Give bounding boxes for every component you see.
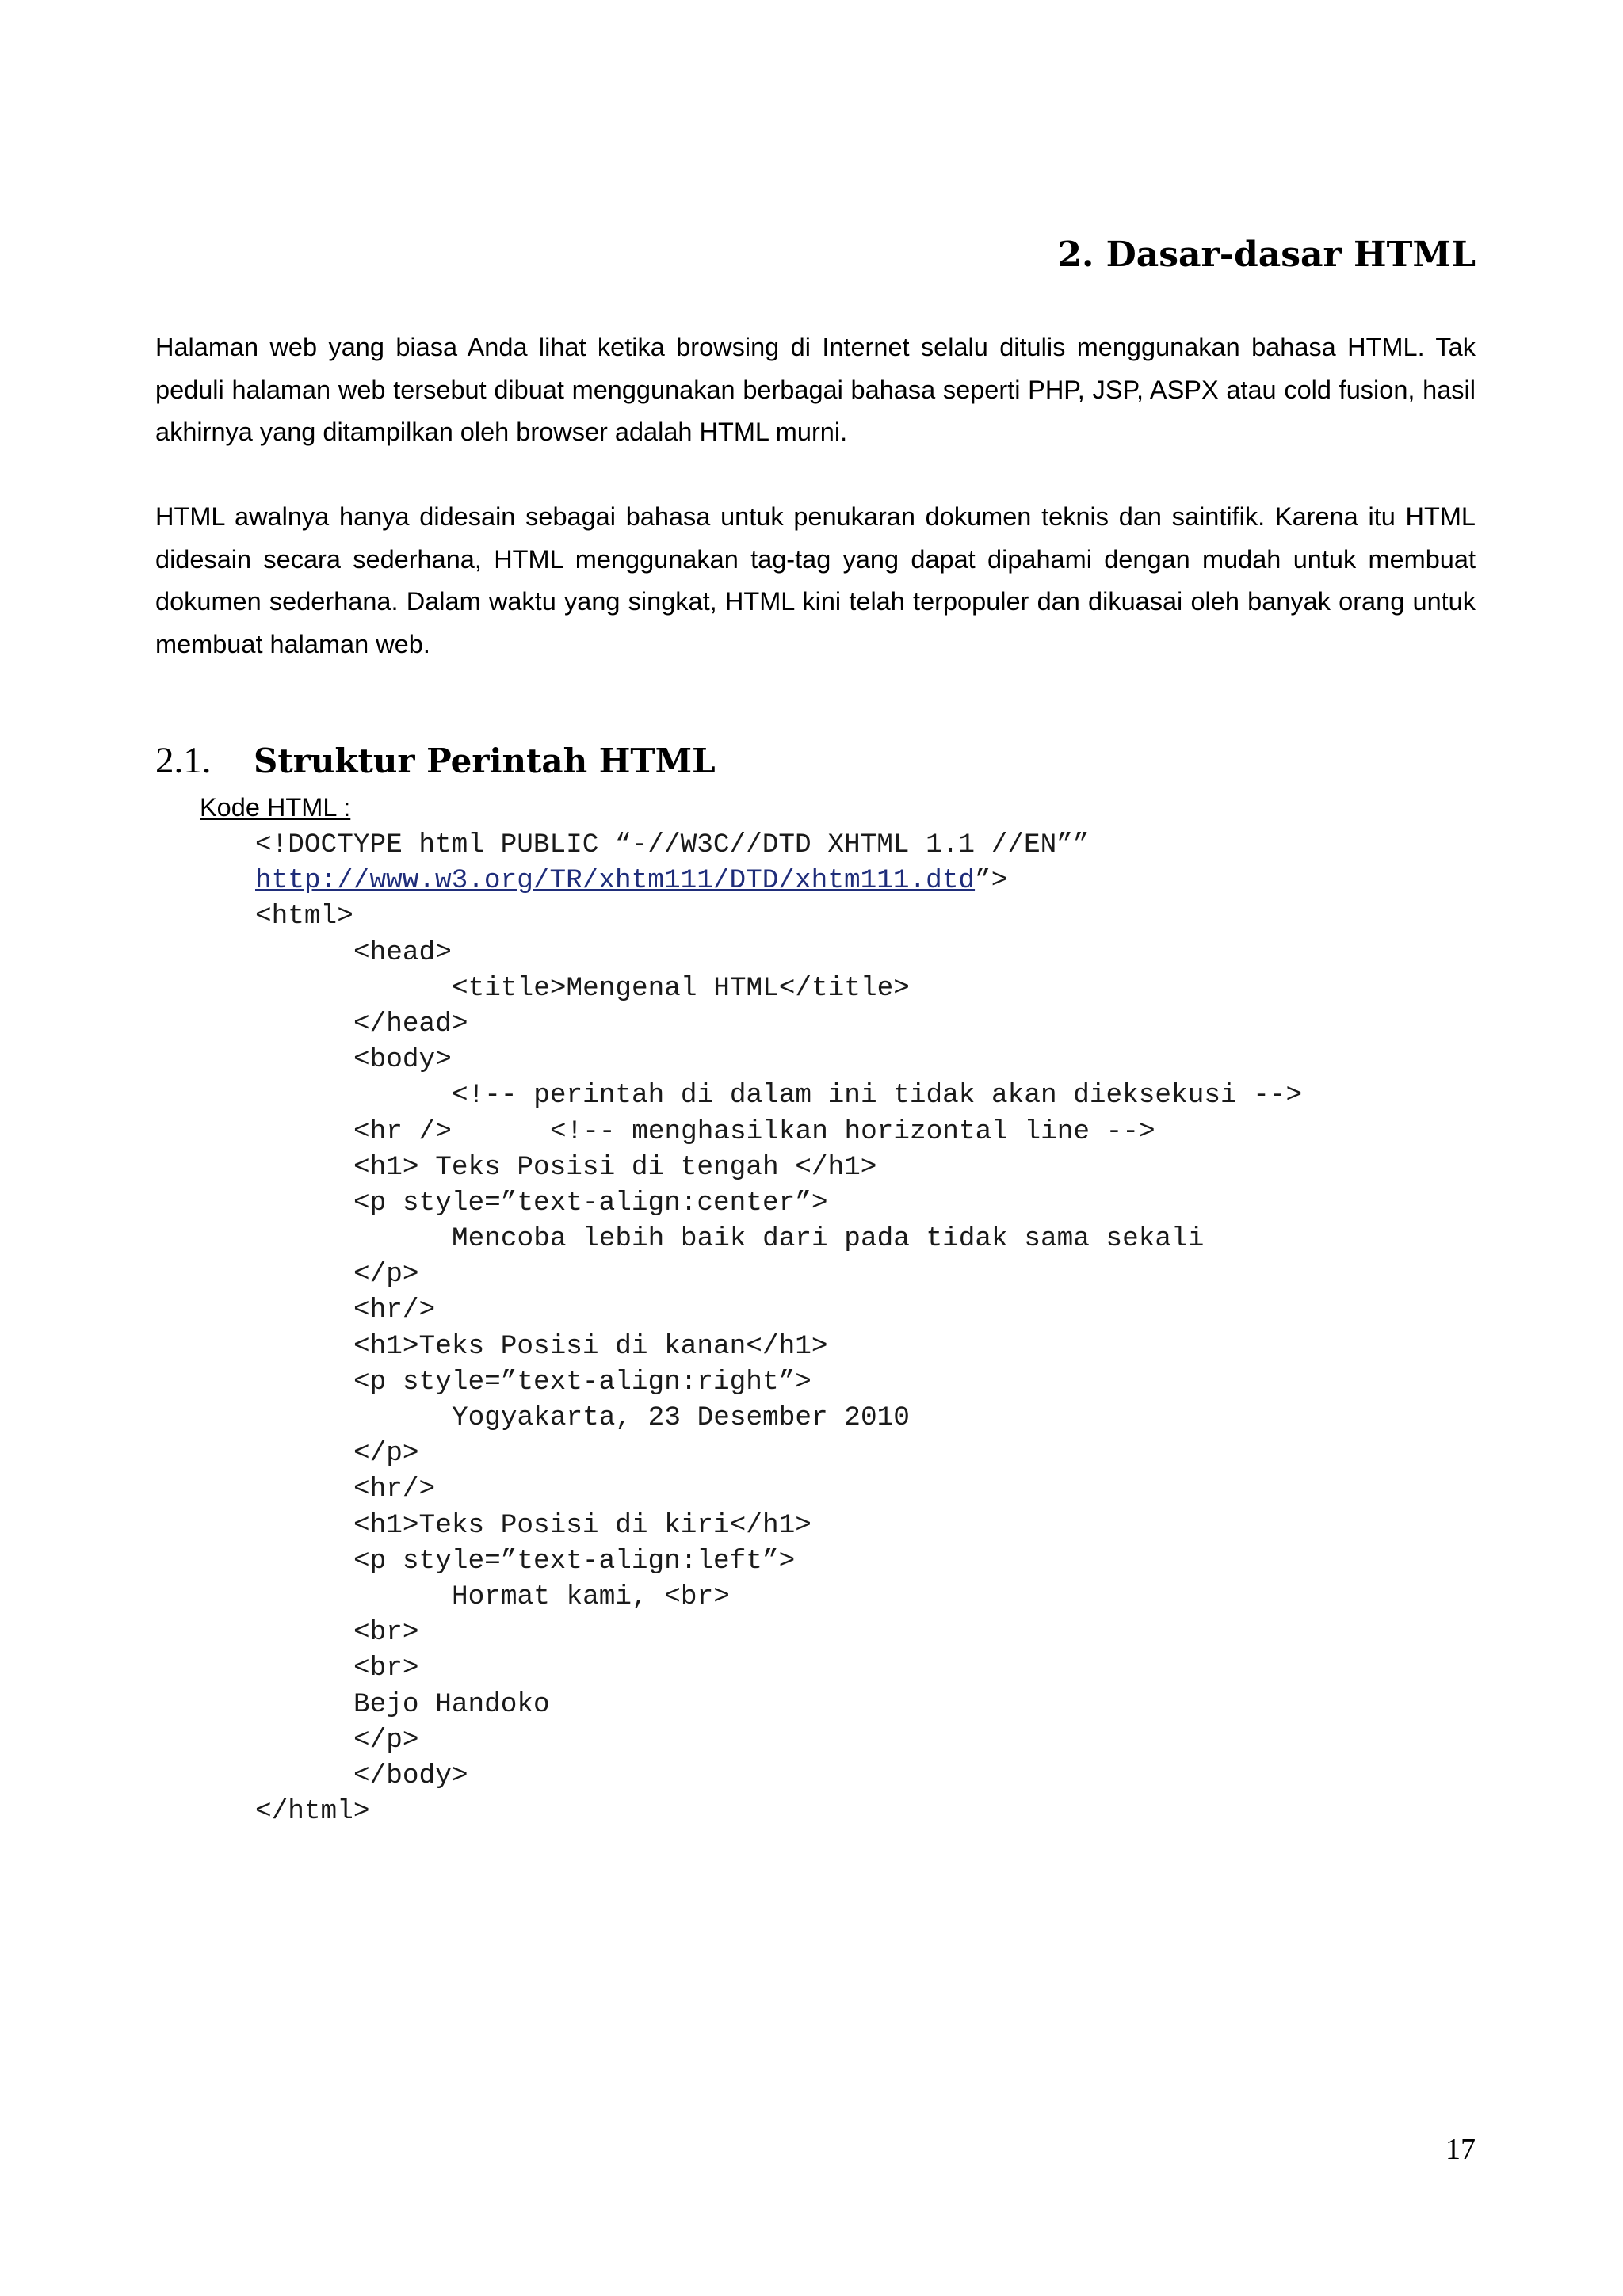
section-title: Struktur Perintah HTML <box>254 742 716 780</box>
chapter-title: 2. Dasar-dasar HTML <box>1057 235 1476 275</box>
code-text: </p> <box>353 1724 419 1756</box>
code-text: <h1> Teks Posisi di tengah </h1> <box>353 1151 877 1183</box>
code-text: <h1>Teks Posisi di kanan</h1> <box>353 1330 828 1362</box>
paragraph-intro: Halaman web yang biasa Anda lihat ketika browsing di Internet selalu ditulis menggunakan bahasa HTML. Tak peduli halaman web tersebut dibuat menggunakan berbagai bahasa seperti PHP, JSP, ASPX atau cold fusion, hasil akhirnya yang ditampilkan oleh browser adalah HTML murni. <box>155 333 1476 446</box>
code-line <box>0 1758 1623 1794</box>
code-text: Hormat kami, <br> <box>452 1581 730 1612</box>
code-text: <hr/> <box>353 1474 436 1505</box>
code-text: </head> <box>353 1008 468 1039</box>
code-line <box>0 1615 1623 1650</box>
code-text: <html> <box>255 901 353 933</box>
code-line <box>0 1650 1623 1686</box>
code-line <box>0 1579 1623 1615</box>
code-line <box>0 1257 1623 1292</box>
code-line <box>0 898 1623 934</box>
code-line <box>0 1006 1623 1042</box>
code-line <box>0 1185 1623 1221</box>
code-text: <hr /> <box>353 1116 452 1147</box>
code-line <box>0 863 1623 898</box>
code-line <box>0 1329 1623 1364</box>
code-text: </html> <box>255 1796 370 1828</box>
paragraph-history: HTML awalnya hanya didesain sebagai bahasa untuk penukaran dokumen teknis dan saintifik. Karena itu HTML didesain secara sederhana, HTML menggunakan tag-tag yang dapat dipahami dengan mudah untuk membuat dokumen sederhana. Dalam waktu yang singkat, HTML kini telah terpopuler dan dikuasai oleh banyak orang untuk membuat halaman web. <box>155 502 1476 658</box>
code-text: </body> <box>353 1760 468 1791</box>
dtd-link[interactable]: http://www.w3.org/TR/xhtm111/DTD/xhtm111.dtd <box>255 865 976 897</box>
code-line <box>0 1722 1623 1758</box>
code-comment: <!-- menghasilkan horizontal line --> <box>550 1116 1155 1147</box>
code-text: <head> <box>353 936 452 968</box>
code-text: <!DOCTYPE html PUBLIC “-//W3C//DTD XHTML 1.1 //EN”” <box>255 830 1090 860</box>
code-line <box>0 971 1623 1006</box>
code-label: Kode HTML : <box>200 793 351 822</box>
code-text: <title>Mengenal HTML</title> <box>452 972 910 1004</box>
code-line <box>0 1114 1623 1150</box>
code-line <box>0 827 1623 863</box>
code-text: Mencoba lebih baik dari pada tidak sama sekali <box>452 1223 1205 1255</box>
section-number: 2.1. <box>155 740 212 781</box>
code-text: <br> <box>353 1617 419 1649</box>
code-text: ”> <box>975 865 1008 897</box>
code-line <box>0 1400 1623 1436</box>
code-block <box>0 827 1623 1829</box>
code-text: Yogyakarta, 23 Desember 2010 <box>452 1402 910 1433</box>
code-text: <br> <box>353 1653 419 1684</box>
code-line <box>0 1436 1623 1471</box>
code-line <box>0 1543 1623 1579</box>
code-text: </p> <box>353 1438 419 1470</box>
code-line <box>0 1364 1623 1400</box>
code-line <box>0 1794 1623 1829</box>
code-line <box>0 1042 1623 1077</box>
code-line <box>0 1292 1623 1328</box>
code-line <box>0 1508 1623 1543</box>
code-text: <p style=”text-align:right”> <box>353 1366 812 1398</box>
code-text: <p style=”text-align:center”> <box>353 1187 828 1219</box>
code-text: <p style=”text-align:left”> <box>353 1545 796 1577</box>
page-number: 17 <box>1445 2133 1476 2166</box>
code-line <box>0 935 1623 971</box>
code-line <box>0 1221 1623 1257</box>
code-text: <hr/> <box>353 1295 436 1326</box>
code-text: <h1>Teks Posisi di kiri</h1> <box>353 1509 812 1541</box>
code-text: <!-- perintah di dalam ini tidak akan dieksekusi --> <box>452 1080 1303 1112</box>
code-text: Bejo Handoko <box>353 1688 550 1720</box>
code-line <box>0 1471 1623 1507</box>
code-text: <body> <box>353 1044 452 1076</box>
code-line <box>0 1687 1623 1722</box>
code-line <box>0 1077 1623 1113</box>
code-text: </p> <box>353 1259 419 1291</box>
code-line <box>0 1150 1623 1185</box>
section-heading <box>155 735 716 787</box>
